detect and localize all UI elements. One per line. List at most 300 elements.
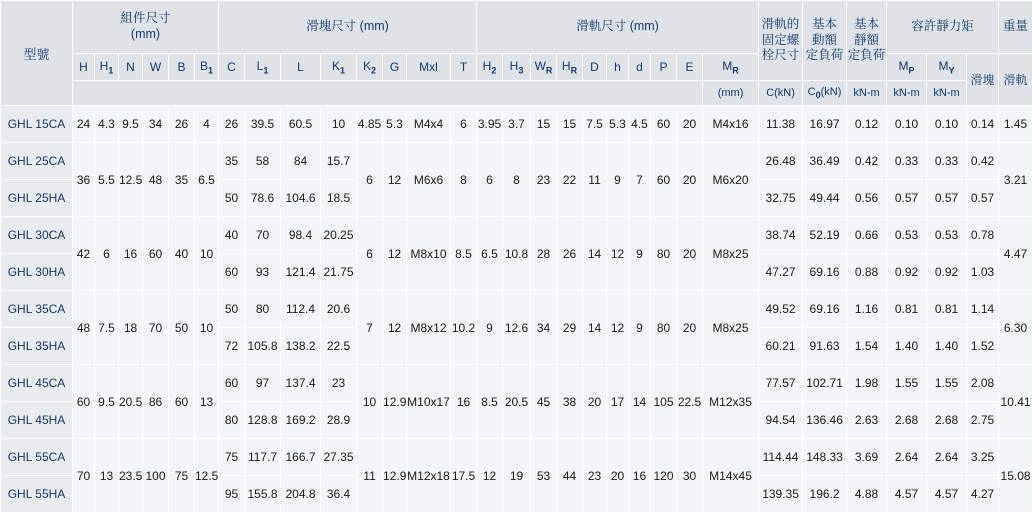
cell-: 0.42 [967,143,999,180]
cell-k2: 7 [357,291,383,365]
cell-h: 48 [73,291,95,365]
cell-h1: 13 [95,439,119,513]
cell-: 4.27 [967,476,999,513]
cell-h: 36 [73,143,95,217]
cell-: 3.21 [999,143,1033,217]
cell-mp: 2.64 [887,439,927,476]
row-model-label: GHL 45HA [1,402,73,439]
cell-w: 100 [143,439,169,513]
cell-d: 14 [583,217,607,291]
cell-ckn: 94.54 [759,402,803,439]
cell-mp: 0.53 [887,217,927,254]
cell-mp: 2.68 [887,402,927,439]
cell-h1: 4.3 [95,106,119,143]
header-B1: $B_1$ [195,54,219,81]
header-H2: $H_2$ [477,54,503,81]
cell-mxl: M4x4 [407,106,451,143]
row-model-label: GHL 55CA [1,439,73,476]
cell-l: 104.6 [281,180,321,217]
header-group-static-load: 基本 靜額 定負荷 [847,1,887,81]
cell-l1: 70 [245,217,281,254]
cell-h2: 6.5 [477,217,503,291]
cell-hr: 26 [557,217,583,291]
header-D: D [583,54,607,81]
cell-mr: 1.16 [847,291,887,328]
cell-t: 8 [451,143,477,217]
cell-k1: 23 [321,365,357,402]
row-model-label: GHL 35CA [1,291,73,328]
cell-wr: 23 [531,143,557,217]
cell-h: 5.3 [607,106,629,143]
cell-h: 12 [607,291,629,365]
cell-l1: 93 [245,254,281,291]
cell-h3: 19 [503,439,531,513]
cell-mm: M8x25 [703,291,759,365]
cell-d: 23 [583,439,607,513]
cell-w: 70 [143,291,169,365]
cell-l: 166.7 [281,439,321,476]
header-unit-row [1,81,1033,106]
cell-l1: 128.8 [245,402,281,439]
cell-h2: 8.5 [477,365,503,439]
cell-b1: 12.5 [195,439,219,513]
cell-p: 80 [651,217,677,291]
cell-mp: 4.57 [887,476,927,513]
cell-c: 60 [219,254,245,291]
cell-mr: 0.56 [847,180,887,217]
cell-l: 204.8 [281,476,321,513]
cell-mm: M8x25 [703,217,759,291]
cell-mr: 1.54 [847,328,887,365]
cell-d: 14 [583,291,607,365]
cell-w: 86 [143,365,169,439]
cell-h1: 5.5 [95,143,119,217]
cell-h2: 12 [477,439,503,513]
cell-e: 20 [677,291,703,365]
cell-w: 60 [143,217,169,291]
cell-b: 75 [169,439,195,513]
header-group-row [1,1,1033,54]
cell-l1: 58 [245,143,281,180]
cell-h2: 9 [477,291,503,365]
cell-d: 14 [629,365,651,439]
cell-d: 7.5 [583,106,607,143]
cell-h: 9 [607,143,629,217]
cell-h: 24 [73,106,95,143]
cell-e: 20 [677,143,703,217]
cell-k2: 6 [357,217,383,291]
row-model-label: GHL 30HA [1,254,73,291]
cell-mm: M14x45 [703,439,759,513]
cell-l: 84 [281,143,321,180]
table-header [1,1,1033,106]
cell-b1: 6.5 [195,143,219,217]
cell-ckn: 47.27 [759,254,803,291]
cell-g: 12.9 [383,365,407,439]
cell-: 1.52 [967,328,999,365]
header-MR: $M_R$ [703,54,759,81]
cell-h: 60 [73,365,95,439]
cell-t: 6 [451,106,477,143]
cell-mr: 0.66 [847,217,887,254]
cell-hr: 22 [557,143,583,217]
table-row [1,143,1033,180]
header-model: 型號 [1,1,73,106]
cell-w: 48 [143,143,169,217]
header-L: L [281,54,321,81]
header-unit-static: $C_0(kN)$ [803,81,847,106]
cell-d: 16 [629,439,651,513]
cell-h2: 6 [477,143,503,217]
cell-my: 1.40 [927,328,967,365]
cell-hr: 38 [557,365,583,439]
cell-k1: 36.4 [321,476,357,513]
cell-c: 60 [219,365,245,402]
cell-c0: 16.97 [803,106,847,143]
cell-c0: 69.16 [803,291,847,328]
cell-b1: 10 [195,291,219,365]
cell-my: 0.81 [927,291,967,328]
cell-c: 40 [219,217,245,254]
cell-g: 12 [383,291,407,365]
header-group-bolt: 滑軌的 固定螺 栓尺寸 [759,1,803,81]
header-unit-MR: kN-m [847,81,887,106]
cell-l1: 39.5 [245,106,281,143]
cell-mp: 0.57 [887,180,927,217]
cell-my: 2.68 [927,402,967,439]
cell-l: 169.2 [281,402,321,439]
cell-c: 50 [219,180,245,217]
cell-mxl: M10x17 [407,365,451,439]
cell-g: 12 [383,143,407,217]
cell-c: 72 [219,328,245,365]
cell-ckn: 114.44 [759,439,803,476]
cell-n: 12.5 [119,143,143,217]
cell-h3: 12.6 [503,291,531,365]
cell-ckn: 49.52 [759,291,803,328]
cell-d: 11 [583,143,607,217]
cell-p: 120 [651,439,677,513]
cell-k1: 27.35 [321,439,357,476]
header-weight-rail: 滑軌 [999,54,1033,106]
cell-: 0.78 [967,217,999,254]
cell-c0: 49.44 [803,180,847,217]
header-E: E [677,54,703,81]
cell-mr: 0.12 [847,106,887,143]
cell-c0: 52.19 [803,217,847,254]
cell-b1: 10 [195,217,219,291]
header-C: C [219,54,245,81]
cell-mm: M12x35 [703,365,759,439]
cell-my: 0.33 [927,143,967,180]
header-H1: $H_1$ [95,54,119,81]
cell-k1: 20.25 [321,217,357,254]
cell-l: 112.4 [281,291,321,328]
cell-g: 5.3 [383,106,407,143]
cell-n: 9.5 [119,106,143,143]
cell-h2: 3.95 [477,106,503,143]
cell-k1: 18.5 [321,180,357,217]
cell-mr: 2.63 [847,402,887,439]
cell-mp: 1.40 [887,328,927,365]
cell-my: 2.64 [927,439,967,476]
header-group-rail: 滑軌尺寸 (mm) [477,1,759,54]
header-group-weight: 重量 [999,1,1033,54]
cell-mr: 0.42 [847,143,887,180]
header-h: h [607,54,629,81]
cell-l: 138.2 [281,328,321,365]
row-model-label: GHL 30CA [1,217,73,254]
cell-d: 4.5 [629,106,651,143]
header-H: H [73,54,95,81]
cell-t: 17.5 [451,439,477,513]
header-B: B [169,54,195,81]
cell-b: 40 [169,217,195,291]
cell-ckn: 139.35 [759,476,803,513]
cell-t: 16 [451,365,477,439]
cell-c0: 196.2 [803,476,847,513]
cell-t: 10.2 [451,291,477,365]
cell-e: 30 [677,439,703,513]
cell-n: 16 [119,217,143,291]
table-row [1,106,1033,143]
cell-k1: 15.7 [321,143,357,180]
table-row [1,365,1033,402]
header-K2: $K_2$ [357,54,383,81]
cell-mm: M4x16 [703,106,759,143]
cell-t: 8.5 [451,217,477,291]
cell-hr: 15 [557,106,583,143]
cell-p: 80 [651,291,677,365]
cell-g: 12 [383,217,407,291]
cell-my: 0.92 [927,254,967,291]
cell-: 2.08 [967,365,999,402]
cell-ckn: 38.74 [759,217,803,254]
cell-d: 9 [629,217,651,291]
cell-p: 105 [651,365,677,439]
cell-c0: 36.49 [803,143,847,180]
cell-mp: 1.55 [887,365,927,402]
cell-: 1.45 [999,106,1033,143]
cell-mr: 1.98 [847,365,887,402]
header-G: G [383,54,407,81]
cell-n: 20.5 [119,365,143,439]
cell-n: 18 [119,291,143,365]
cell-k1: 20.6 [321,291,357,328]
cell-g: 12.9 [383,439,407,513]
cell-p: 60 [651,106,677,143]
cell-my: 0.10 [927,106,967,143]
header-K1: $K_1$ [321,54,357,81]
cell-k1: 21.75 [321,254,357,291]
header-T: T [451,54,477,81]
header-W: W [143,54,169,81]
cell-mr: 0.88 [847,254,887,291]
cell-: 3.25 [967,439,999,476]
cell-c: 35 [219,143,245,180]
cell-mxl: M12x18 [407,439,451,513]
row-model-label: GHL 25HA [1,180,73,217]
cell-l1: 97 [245,365,281,402]
cell-k2: 10 [357,365,383,439]
header-unit-bolt: (mm) [703,81,759,106]
cell-wr: 15 [531,106,557,143]
row-model-label: GHL 25CA [1,143,73,180]
cell-wr: 34 [531,291,557,365]
cell-w: 34 [143,106,169,143]
cell-c0: 102.71 [803,365,847,402]
cell-c: 26 [219,106,245,143]
cell-c: 95 [219,476,245,513]
cell-l: 98.4 [281,217,321,254]
header-L1: $L_1$ [245,54,281,81]
cell-mp: 0.33 [887,143,927,180]
header-d: d [629,54,651,81]
cell-my: 4.57 [927,476,967,513]
cell-my: 0.57 [927,180,967,217]
cell-e: 20 [677,106,703,143]
cell-mr: 4.88 [847,476,887,513]
cell-wr: 53 [531,439,557,513]
header-unit-MP: kN-m [887,81,927,106]
header-group-assembly: 組件尺寸 (mm) [73,1,219,54]
cell-l1: 155.8 [245,476,281,513]
cell-my: 1.55 [927,365,967,402]
cell-: 0.57 [967,180,999,217]
cell-: 6.30 [999,291,1033,365]
header-MP: $M_P$ [887,54,927,81]
cell-l1: 117.7 [245,439,281,476]
cell-mm: M6x20 [703,143,759,217]
cell-: 1.03 [967,254,999,291]
cell-b: 26 [169,106,195,143]
cell-c: 50 [219,291,245,328]
header-N: N [119,54,143,81]
row-model-label: GHL 45CA [1,365,73,402]
cell-mp: 0.10 [887,106,927,143]
cell-l1: 78.6 [245,180,281,217]
cell-my: 0.53 [927,217,967,254]
cell-k1: 10 [321,106,357,143]
row-model-label: GHL 15CA [1,106,73,143]
cell-c: 80 [219,402,245,439]
cell-mxl: M8x10 [407,217,451,291]
header-group-block: 滑塊尺寸 (mm) [219,1,477,54]
table-row [1,439,1033,476]
cell-h: 42 [73,217,95,291]
header-HR: $H_R$ [557,54,583,81]
cell-b: 50 [169,291,195,365]
cell-wr: 45 [531,365,557,439]
cell-d: 7 [629,143,651,217]
cell-k2: 6 [357,143,383,217]
cell-h1: 9.5 [95,365,119,439]
cell-mxl: M8x12 [407,291,451,365]
cell-: 2.75 [967,402,999,439]
cell-mxl: M6x6 [407,143,451,217]
cell-b1: 4 [195,106,219,143]
cell-ckn: 26.48 [759,143,803,180]
cell-l: 121.4 [281,254,321,291]
cell-: 4.47 [999,217,1033,291]
cell-hr: 29 [557,291,583,365]
cell-h: 70 [73,439,95,513]
header-WR: $W_R$ [531,54,557,81]
cell-d: 9 [629,291,651,365]
cell-h: 20 [607,439,629,513]
cell-h3: 3.7 [503,106,531,143]
cell-n: 23.5 [119,439,143,513]
cell-wr: 28 [531,217,557,291]
cell-l: 60.5 [281,106,321,143]
row-model-label: GHL 55HA [1,476,73,513]
header-weight-block: 滑塊 [967,54,999,106]
header-group-dynamic-load: 基本 動額 定負荷 [803,1,847,81]
cell-mp: 0.92 [887,254,927,291]
table-row [1,217,1033,254]
cell-hr: 44 [557,439,583,513]
row-model-label: GHL 35HA [1,328,73,365]
cell-h1: 6 [95,217,119,291]
header-unit-MY: kN-m [927,81,967,106]
cell-b1: 13 [195,365,219,439]
header-MY: $M_Y$ [927,54,967,81]
cell-h3: 8 [503,143,531,217]
cell-e: 22.5 [677,365,703,439]
header-Mxl: Mxl [407,54,451,81]
header-unit-blank [73,81,703,106]
cell-c0: 148.33 [803,439,847,476]
cell-: 15.08 [999,439,1033,513]
cell-h1: 7.5 [95,291,119,365]
cell-l1: 80 [245,291,281,328]
cell-k2: 4.85 [357,106,383,143]
cell-mr: 3.69 [847,439,887,476]
cell-: 1.14 [967,291,999,328]
cell-ckn: 60.21 [759,328,803,365]
cell-c0: 69.16 [803,254,847,291]
cell-ckn: 11.38 [759,106,803,143]
cell-h: 12 [607,217,629,291]
cell-c0: 136.46 [803,402,847,439]
table-body [1,106,1033,513]
cell-ckn: 77.57 [759,365,803,402]
cell-ckn: 32.75 [759,180,803,217]
cell-k1: 28.9 [321,402,357,439]
cell-d: 20 [583,365,607,439]
header-P: P [651,54,677,81]
cell-h3: 10.8 [503,217,531,291]
cell-p: 60 [651,143,677,217]
cell-h: 17 [607,365,629,439]
cell-: 10.41 [999,365,1033,439]
cell-k2: 11 [357,439,383,513]
cell-h3: 20.5 [503,365,531,439]
header-unit-dynamic: C(kN) [759,81,803,106]
cell-l: 137.4 [281,365,321,402]
table-row [1,291,1033,328]
cell-l1: 105.8 [245,328,281,365]
cell-c: 75 [219,439,245,476]
cell-b: 35 [169,143,195,217]
cell-: 0.14 [967,106,999,143]
header-group-moment: 容許靜力矩 [887,1,999,54]
cell-e: 20 [677,217,703,291]
cell-k1: 22.5 [321,328,357,365]
cell-b: 60 [169,365,195,439]
cell-mp: 0.81 [887,291,927,328]
cell-c0: 91.63 [803,328,847,365]
